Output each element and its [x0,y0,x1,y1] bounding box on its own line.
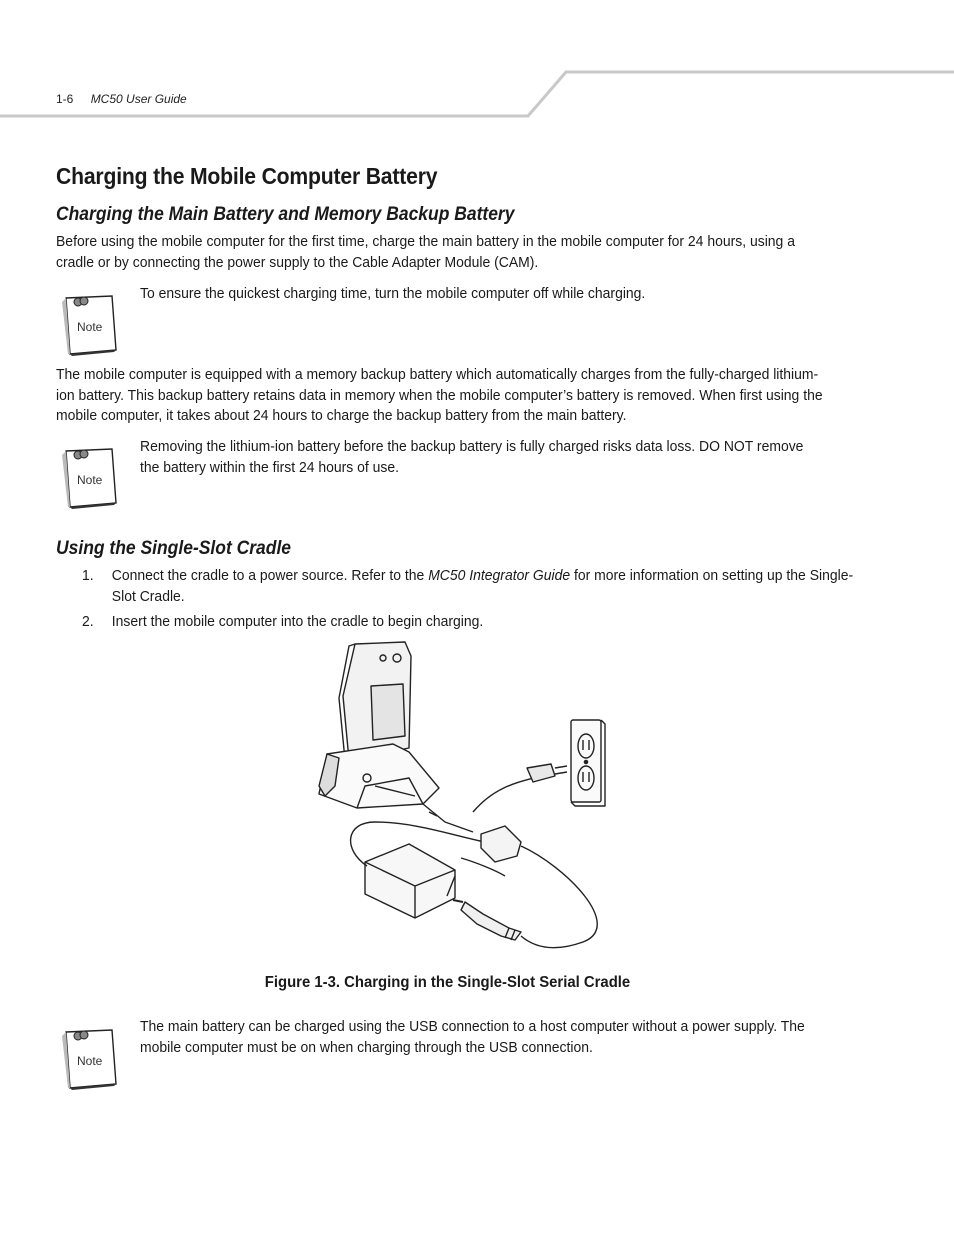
wall-plug [527,764,555,782]
guide-title: MC50 User Guide [90,92,187,106]
figure-caption [0,974,954,992]
note-text-3-line2: mobile computer must be on when charging through the USB connection. [140,1038,593,1056]
section-title: Charging the Mobile Computer Battery [56,163,438,189]
running-head [56,92,187,106]
note-text-2-line1: Removing the lithium-ion battery before the backup battery is fully charged risks data loss. DO NOT remove [140,438,804,455]
ferrite-bead [481,826,521,862]
note-text-3-line1: The main battery can be charged using the USB connection to a host computer without a power supply. The [140,1018,805,1035]
note-label: Note [77,473,103,487]
intro-paragraph: Before using the mobile computer for the first time, charge the main battery in the mobile computer for 24 hours, using a cradle or by connecting the power supply to the Cable Adapter Module (CAM). [56,233,795,271]
step-number: 1. [82,567,94,584]
step-text [112,566,856,607]
step-text: Insert the mobile computer into the cradle to begin charging. [111,613,484,630]
page-number: 1-6 [56,92,74,106]
note-icon [60,447,120,509]
cradle-illustration [305,636,625,956]
note-label: Note [77,320,103,334]
step-number: 2. [82,613,94,630]
note-text-2 [140,437,810,478]
note-icon [60,1028,120,1090]
note-icon [60,294,120,356]
note-text-3 [140,1017,810,1058]
integrator-guide-reference: MC50 Integrator Guide [428,567,571,584]
backup-battery-paragraph: The mobile computer is equipped with a memory backup battery which automatically charges from the fully-charged lithium-ion battery. This backup battery retains data in memory when the mobile computer’s battery is removed. When first using the mobile computer, it takes about 24 hours to charge the backup battery from the main battery. [56,366,823,424]
subsection-title-cradle: Using the Single-Slot Cradle [56,538,292,559]
subsection-title-main-battery: Charging the Main Battery and Memory Backup Battery [56,204,515,225]
note-text-1: To ensure the quickest charging time, turn the mobile computer off while charging. [140,285,646,302]
power-supply [365,844,455,918]
step-text-part: for more information on setting up the Single-Slot Cradle. [111,567,854,605]
step-text-part: Connect the cradle to a power source. Refer to the [111,567,429,584]
note-label: Note [77,1054,103,1068]
note-text-2-line2: the battery within the first 24 hours of use. [140,458,399,476]
figure-caption-text: Figure 1-3. Charging in the Single-Slot Serial Cradle [264,974,630,991]
